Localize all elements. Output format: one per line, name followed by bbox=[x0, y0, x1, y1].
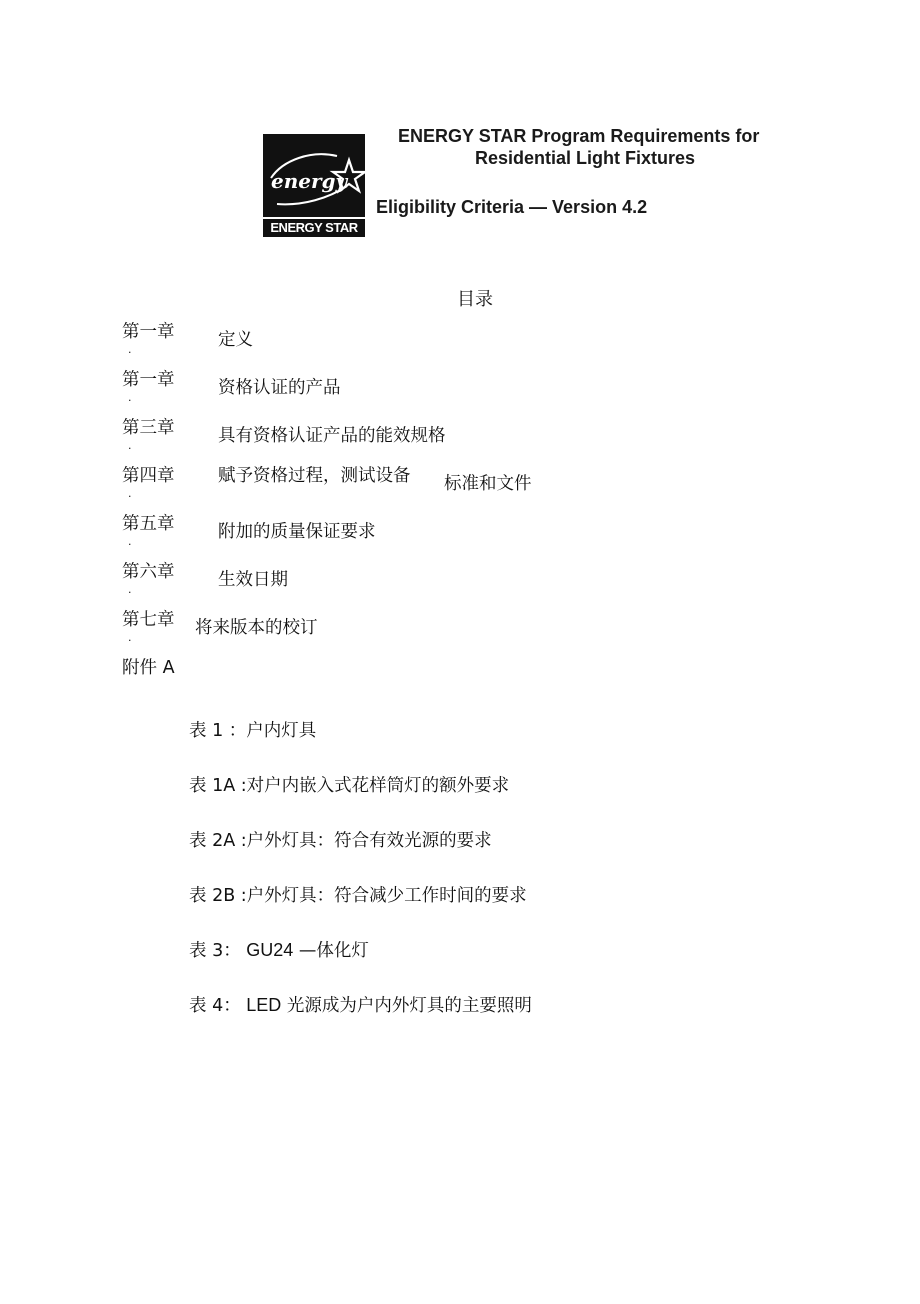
table-title: 户内灯具 bbox=[246, 721, 317, 741]
table-entry[interactable] bbox=[189, 992, 532, 1017]
table-separator: ： bbox=[228, 721, 247, 741]
chapter-number: 第五章 bbox=[122, 514, 175, 534]
table-label: 表 2B bbox=[189, 886, 236, 906]
chapter-dot: . bbox=[128, 583, 132, 596]
logo-wordmark: ENERGY STAR bbox=[263, 217, 365, 237]
table-label: 表 4： bbox=[189, 996, 241, 1016]
chapter-title[interactable]: 将来版本的校订 bbox=[195, 618, 318, 638]
table-separator: : bbox=[240, 886, 247, 906]
table-separator: : bbox=[240, 776, 247, 796]
table-entry[interactable] bbox=[189, 882, 527, 907]
appendix-label[interactable]: 附件 A bbox=[122, 658, 175, 678]
table-code: GU24 bbox=[246, 940, 294, 960]
table-label: 表 3： bbox=[189, 941, 241, 961]
chapter-title-continuation[interactable]: 标准和文件 bbox=[444, 474, 532, 494]
chapter-title[interactable]: 附加的质量保证要求 bbox=[218, 522, 376, 542]
chapter-dot: . bbox=[128, 391, 132, 404]
energy-star-logo bbox=[263, 134, 365, 237]
table-entry[interactable] bbox=[189, 827, 492, 852]
chapter-number: 第三章 bbox=[122, 418, 175, 438]
document-title-line2: Residential Light Fixtures bbox=[475, 148, 696, 168]
chapter-title[interactable]: 具有资格认证产品的能效规格 bbox=[218, 426, 446, 446]
svg-text:energy: energy bbox=[271, 169, 348, 193]
chapter-number: 第七章 bbox=[122, 610, 175, 630]
table-label: 表 1A bbox=[189, 776, 236, 796]
chapter-number: 第四章 bbox=[122, 466, 175, 486]
chapter-dot: . bbox=[128, 343, 132, 356]
chapter-title[interactable]: 生效日期 bbox=[218, 570, 288, 590]
document-subtitle: Eligibility Criteria — Version 4.2 bbox=[376, 197, 648, 217]
table-title: —体化灯 bbox=[298, 941, 369, 961]
energy-star-icon bbox=[263, 134, 365, 218]
chapter-number: 第一章 bbox=[122, 370, 175, 390]
table-title: 对户内嵌入式花样筒灯的额外要求 bbox=[246, 776, 510, 796]
chapter-dot: . bbox=[128, 535, 132, 548]
table-entry[interactable] bbox=[189, 937, 369, 962]
chapter-dot: . bbox=[128, 631, 132, 644]
table-entry[interactable] bbox=[189, 717, 316, 742]
chapter-number: 第一章 bbox=[122, 322, 175, 342]
table-label: 表 2A bbox=[189, 831, 236, 851]
document-title-line1: ENERGY STAR Program Requirements for bbox=[398, 126, 760, 146]
chapter-title[interactable]: 定义 bbox=[218, 330, 253, 350]
toc-heading: 目录 bbox=[457, 289, 493, 310]
table-separator: : bbox=[240, 831, 247, 851]
table-code: LED bbox=[246, 995, 282, 1015]
table-label: 表 1 bbox=[189, 721, 224, 741]
chapter-number: 第六章 bbox=[122, 562, 175, 582]
chapter-title[interactable]: 资格认证的产品 bbox=[218, 378, 341, 398]
table-title: 光源成为户内外灯具的主要照明 bbox=[286, 996, 532, 1016]
table-entry[interactable] bbox=[189, 772, 509, 797]
chapter-dot: . bbox=[128, 439, 132, 452]
table-title: 户外灯具：符合有效光源的要求 bbox=[246, 831, 492, 851]
chapter-title[interactable]: 赋予资格过程，测试设备 bbox=[218, 466, 411, 486]
table-title: 户外灯具：符合减少工作时间的要求 bbox=[246, 886, 527, 906]
chapter-dot: . bbox=[128, 487, 132, 500]
